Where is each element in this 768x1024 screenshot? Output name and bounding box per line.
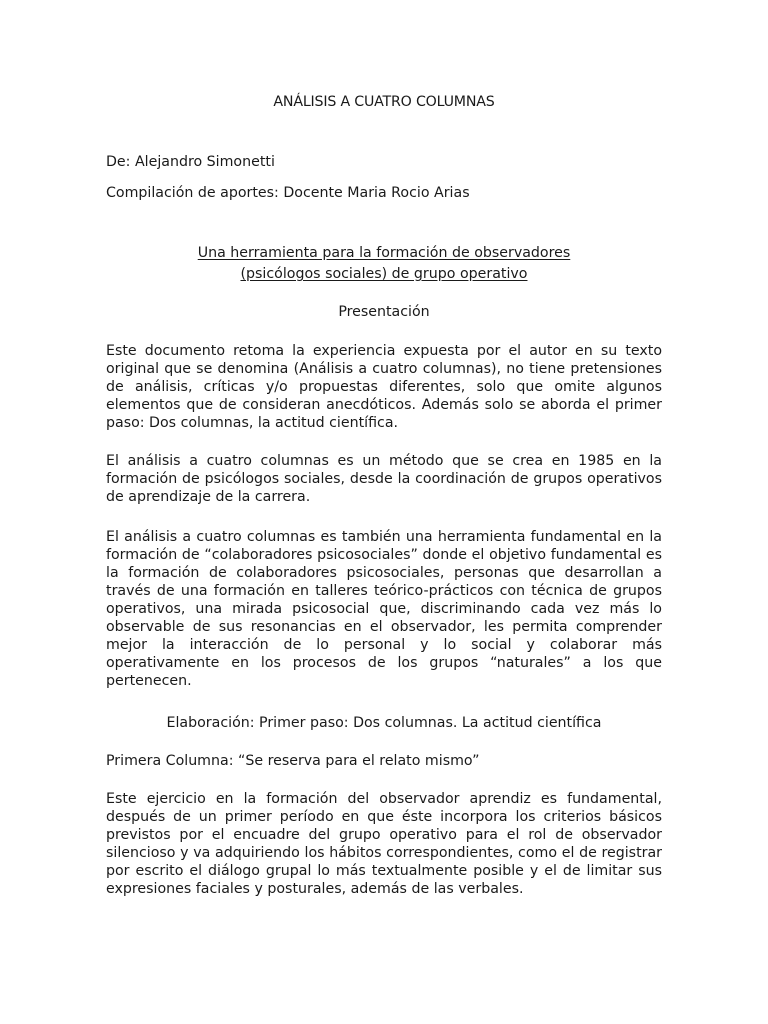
document-page — [106, 0, 662, 1024]
subtitle-2 — [106, 265, 662, 283]
document-title: ANÁLISIS A CUATRO COLUMNAS — [273, 94, 495, 110]
column-heading: Primera Columna: “Se reserva para el relato mismo” — [106, 753, 480, 769]
paragraph-method: El análisis a cuatro columnas es un método que se crea en 1985 en la formación de psicólogos sociales, desde la coordinación de grupos operativos de aprendizaje de la carrera. — [106, 453, 662, 505]
paragraph-intro: Este documento retoma la experiencia expuesta por el autor en su texto original que se denomina (Análisis a cuatro columnas), no tiene pretensiones de análisis, críticas y/o propuestas diferentes, solo que omite algunos elementos que de consideran anecdóticos. Además solo se aborda el primer paso: Dos columnas, la actitud científica. — [106, 343, 662, 431]
author-line: De: Alejandro Simonetti — [106, 154, 275, 170]
subtitle — [106, 244, 662, 262]
section-heading-presentacion: Presentación — [338, 304, 430, 320]
section-heading-elaboracion: Elaboración: Primer paso: Dos columnas. La actitud científica — [166, 715, 602, 731]
paragraph-tool: El análisis a cuatro columnas es también una herramienta fundamental en la formación de “colaboradores psicosociales” donde el objetivo fundamental es la formación de colaboradores psicosociales, personas que desarrollan a través de una formación en talleres teórico-prácticos con técnica de grupos operativos, una mirada psicosocial que, discriminando cada vez más lo observable de sus resonancias en el observador, les permita comprender mejor la interacción de lo personal y lo social y colaborar más operativamente en los procesos de los grupos “naturales” a los que pertenecen. — [106, 529, 662, 689]
compilation-line: Compilación de aportes: Docente Maria Rocio Arias — [106, 185, 470, 201]
subtitle-line-1: Una herramienta para la formación de observadores — [197, 245, 571, 261]
subtitle-line-2: (psicólogos sociales) de grupo operativo — [240, 266, 528, 282]
paragraph-exercise: Este ejercicio en la formación del observador aprendiz es fundamental, después de un primer período en que éste incorpora los criterios básicos previstos por el encuadre del grupo operativo para el rol de observador silencioso y va adquiriendo los hábitos correspondientes, como el de registrar por escrito el diálogo grupal lo más textualmente posible y el de limitar sus expresiones faciales y posturales, además de las verbales. — [106, 791, 662, 897]
